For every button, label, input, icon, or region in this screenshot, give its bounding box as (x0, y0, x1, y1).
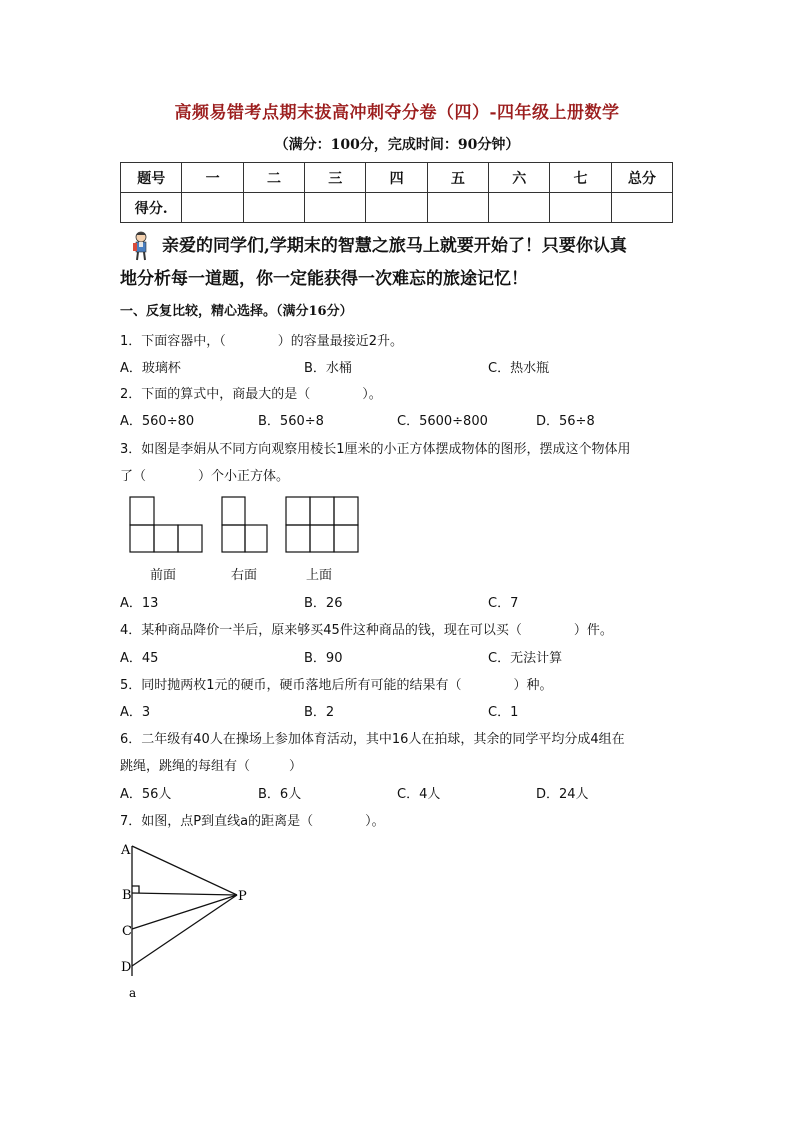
score-table-score-row (121, 193, 673, 223)
view-label-right: 右面 (231, 568, 258, 583)
table-cell: 一 (182, 163, 243, 193)
option-1b[interactable]: B．水桶 (304, 361, 352, 376)
question-3: 3．如图是李娟从不同方向观察用棱长1厘米的小正方体摆成物体的图形，摆成这个物体用 (120, 442, 631, 457)
option-2c[interactable]: C．5600÷800 (397, 414, 488, 429)
table-cell: 四 (366, 163, 427, 193)
option-2d[interactable]: D．56÷8 (536, 414, 595, 429)
option-6b[interactable]: B．6人 (258, 787, 302, 802)
option-4a[interactable]: A．45 (120, 651, 159, 666)
score-cell[interactable] (305, 193, 366, 223)
table-cell: 六 (489, 163, 550, 193)
line-label-a: a (129, 986, 137, 1000)
option-6a[interactable]: A．56人 (120, 787, 172, 802)
segment-pc (132, 895, 237, 929)
segment-pb (132, 893, 237, 895)
point-line-figure (112, 836, 262, 1006)
page-title: 高频易错考点期末拔高冲刺夺分卷（四）-四年级上册数学 (174, 103, 620, 123)
option-3c[interactable]: C．7 (488, 596, 519, 611)
option-2b[interactable]: B．560÷8 (258, 414, 324, 429)
option-1c[interactable]: C．热水瓶 (488, 361, 550, 376)
option-5c[interactable]: C．1 (488, 705, 519, 720)
point-label-b: B (122, 888, 132, 903)
view-label-top: 上面 (306, 568, 333, 583)
question-5: 5．同时抛两枚1元的硬币，硬币落地后所有可能的结果有（ ）种。 (120, 678, 553, 693)
table-cell: 得分. (121, 193, 182, 223)
question-2: 2．下面的算式中，商最大的是（ ）。 (120, 387, 382, 402)
score-table-header-row (121, 163, 673, 193)
page-subtitle: （满分：100分，完成时间：90分钟） (274, 137, 520, 153)
score-cell[interactable] (489, 193, 550, 223)
question-3-line-2: 了（ ）个小正方体。 (120, 469, 290, 484)
point-label-c: C (122, 924, 132, 939)
right-angle-mark (132, 886, 139, 893)
table-cell: 五 (427, 163, 488, 193)
option-5b[interactable]: B．2 (304, 705, 335, 720)
table-cell: 三 (305, 163, 366, 193)
view-label-front: 前面 (150, 568, 177, 583)
question-6-line-2: 跳绳，跳绳的每组有（ ） (120, 759, 303, 774)
intro-line-1: 亲爱的同学们,学期末的智慧之旅马上就要开始了！只要你认真 (162, 236, 627, 256)
option-1a[interactable]: A．玻璃杯 (120, 361, 181, 376)
score-table (120, 162, 673, 223)
table-cell: 七 (550, 163, 611, 193)
question-4: 4．某种商品降价一半后，原来够买45件这种商品的钱，现在可以买（ ）件。 (120, 623, 613, 638)
score-cell[interactable] (427, 193, 488, 223)
option-2a[interactable]: A．560÷80 (120, 414, 195, 429)
segment-pd (132, 895, 237, 966)
option-4c[interactable]: C．无法计算 (488, 651, 563, 666)
point-label-p: P (238, 889, 247, 904)
student-mascot-icon (126, 230, 156, 262)
score-cell[interactable] (550, 193, 611, 223)
table-cell: 二 (243, 163, 304, 193)
cube-views-figure (126, 494, 366, 556)
score-cell[interactable] (611, 193, 672, 223)
table-cell: 总分 (611, 163, 672, 193)
intro-line-2: 地分析每一道题，你一定能获得一次难忘的旅途记忆！ (120, 269, 528, 289)
section-heading: 一、反复比较，精心选择。（满分16分） (120, 304, 353, 319)
option-6c[interactable]: C．4人 (397, 787, 441, 802)
segment-pa (132, 846, 237, 895)
score-cell[interactable] (366, 193, 427, 223)
option-3b[interactable]: B．26 (304, 596, 343, 611)
question-1: 1．下面容器中，（ ）的容量最接近2升。 (120, 334, 404, 349)
table-cell: 题号 (121, 163, 182, 193)
option-6d[interactable]: D．24人 (536, 787, 589, 802)
question-6: 6．二年级有40人在操场上参加体育活动，其中16人在拍球，其余的同学平均分成4组在 (120, 732, 625, 747)
option-3a[interactable]: A．13 (120, 596, 159, 611)
option-5a[interactable]: A．3 (120, 705, 151, 720)
option-4b[interactable]: B．90 (304, 651, 343, 666)
question-7: 7．如图，点P到直线a的距离是（ ）。 (120, 814, 385, 829)
point-label-d: D (121, 960, 132, 975)
score-cell[interactable] (182, 193, 243, 223)
score-cell[interactable] (243, 193, 304, 223)
point-label-a: A (121, 843, 131, 858)
